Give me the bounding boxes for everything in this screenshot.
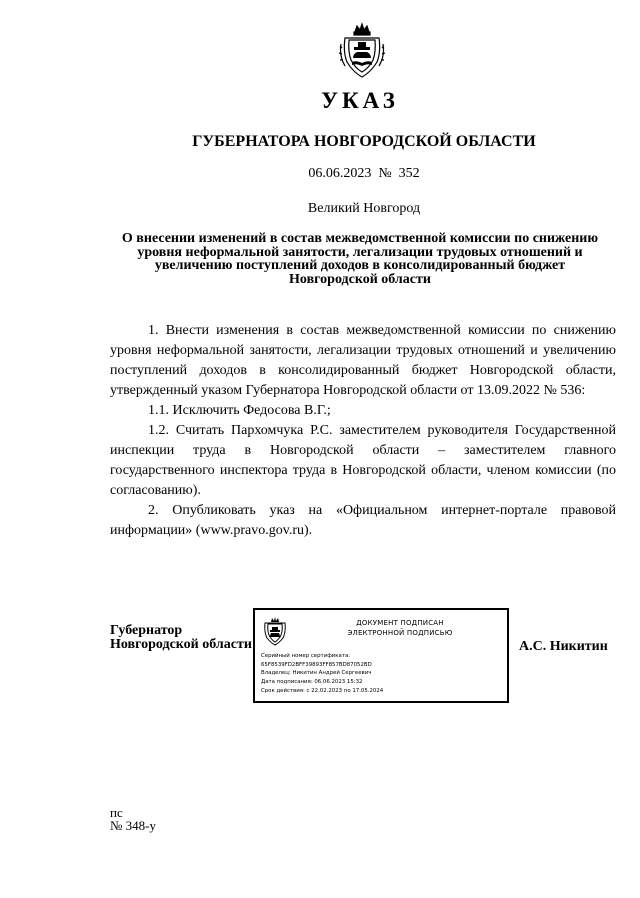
- document-heading: [106, 232, 614, 286]
- city: Великий Новгород: [307, 201, 421, 216]
- heading-line: О внесении изменений в состав межведомственной комиссии по снижению: [121, 231, 599, 246]
- document-title: УКАЗ: [321, 88, 399, 113]
- coat-of-arms-icon: [339, 22, 385, 80]
- stamp-signed-date: Дата подписания: 06.06.2023 15:32: [261, 679, 363, 686]
- document-footer: [110, 806, 156, 832]
- stamp-title-line: ДОКУМЕНТ ПОДПИСАН: [356, 619, 444, 627]
- paragraph-1: 1. Внести изменения в состав межведомственной комиссии по снижению уровня неформальной занятости, легализации трудовых отношений и увеличению поступлений доходов в консолидированный бюджет Новгородской области, утвержденный указом Губернатора Новгородской области от 13.09.2022 № 536:: [110, 323, 616, 398]
- stamp-title-line: ЭЛЕКТРОННОЙ ПОДПИСЬЮ: [347, 629, 453, 637]
- stamp-validity: Срок действия: с 22.02.2023 по 17.05.2024: [261, 687, 384, 694]
- stamp-heading: [295, 618, 505, 638]
- signatory-name: А.С. Никитин: [519, 639, 608, 654]
- heading-line: Новгородской области: [289, 271, 431, 287]
- heading-line: уровня неформальной занятости, легализации трудовых отношений и: [137, 244, 583, 260]
- paragraph-1-2: 1.2. Считать Пархомчука Р.С. заместителем руководителя Государственной инспекции труда в Новгородской области – заместителем главного государственного инспектора труда в Новгородской области, членом комиссии (по согласованию).: [110, 423, 616, 498]
- stamp-emblem-icon: [261, 616, 289, 646]
- paragraph-1-1: 1.1. Исключить Федосова В.Г.;: [148, 403, 331, 418]
- footer-registration-number: № 348-у: [110, 818, 156, 833]
- issuer-title: ГУБЕРНАТОРА НОВГОРОДСКОЙ ОБЛАСТИ: [192, 133, 536, 150]
- stamp-owner: Владелец: Никитин Андрей Сергеевич: [261, 670, 372, 677]
- signatory-position: [110, 624, 252, 652]
- number-sign: №: [378, 166, 392, 181]
- document-number: 352: [398, 166, 420, 181]
- footer-initials: пс: [110, 805, 123, 820]
- stamp-details: [261, 652, 507, 696]
- stamp-serial: 65F8539FD2BFF39893FF857BD87052BD: [261, 661, 372, 668]
- electronic-signature-stamp: [253, 608, 509, 703]
- paragraph-2: 2. Опубликовать указ на «Официальном интернет-портале правовой информации» (www.pravo.gov.ru).: [110, 503, 616, 538]
- date-number-line: [0, 166, 640, 182]
- heading-line: увеличению поступлений доходов в консолидированный бюджет: [154, 258, 566, 273]
- position-line: Губернатор: [110, 623, 183, 638]
- document-body: [110, 321, 616, 541]
- position-line: Новгородской области: [110, 637, 252, 652]
- document-date: 06.06.2023: [308, 166, 372, 181]
- stamp-serial-label: Серийный номер сертификата:: [261, 653, 351, 659]
